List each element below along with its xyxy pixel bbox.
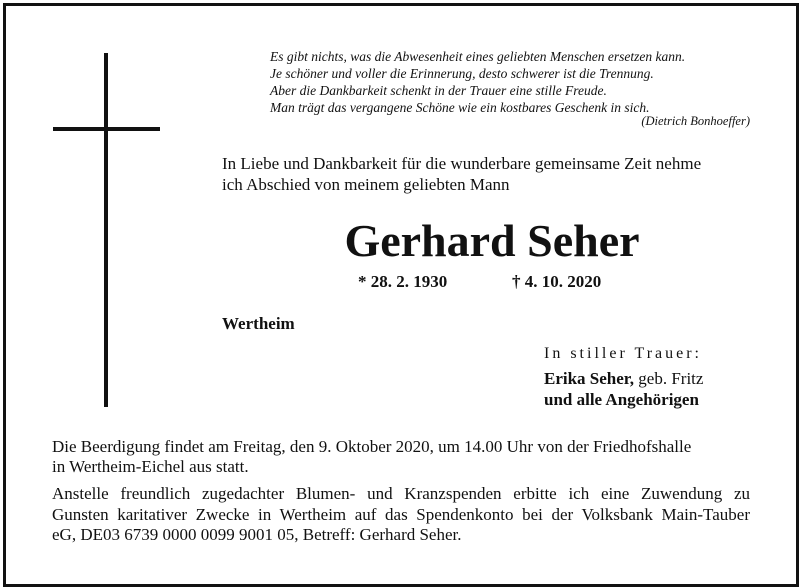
quote-line: Es gibt nichts, was die Abwesenheit eines geliebten Menschen ersetzen kann. bbox=[270, 49, 686, 64]
quote-line: Aber die Dankbarkeit schenkt in der Trauer eine stille Freude. bbox=[270, 83, 607, 98]
intro-text bbox=[222, 153, 762, 195]
relatives-line: und alle Angehörigen bbox=[544, 390, 699, 409]
quote-line: Man trägt das vergangene Schöne wie ein kostbares Geschenk in sich. bbox=[270, 100, 650, 115]
cross-vertical-bar bbox=[104, 53, 108, 407]
mourning-heading: In stiller Trauer: bbox=[544, 345, 702, 362]
quote-line: Je schöner und voller die Erinnerung, desto schwerer ist die Trennung. bbox=[270, 66, 654, 81]
residence-place: Wertheim bbox=[222, 314, 295, 333]
birth-date: * 28. 2. 1930 bbox=[358, 272, 448, 291]
funeral-line: in Wertheim-Eichel aus statt. bbox=[52, 457, 249, 476]
deceased-name: Gerhard Seher bbox=[344, 215, 640, 266]
widow-line bbox=[544, 369, 703, 389]
bonhoeffer-quote bbox=[270, 48, 750, 116]
donation-info bbox=[52, 484, 750, 546]
intro-line: ich Abschied von meinem geliebten Mann bbox=[222, 175, 510, 194]
donation-line: Gunsten karitativer Zwecke in Wertheim auf das Spendenkonto bei der Volksbank Main-Tauber bbox=[52, 504, 750, 524]
donation-line: eG, DE03 6739 0000 0099 9001 05, Betreff: Gerhard Seher. bbox=[52, 525, 462, 544]
cross-horizontal-bar bbox=[53, 127, 160, 131]
funeral-info bbox=[52, 437, 752, 477]
donation-line: Anstelle freundlich zugedachter Blumen- und Kranzspenden erbitte ich eine Zuwendung zu bbox=[52, 484, 750, 503]
quote-author: (Dietrich Bonhoeffer) bbox=[641, 114, 750, 128]
intro-line: In Liebe und Dankbarkeit für die wunderbare gemeinsame Zeit nehme bbox=[222, 154, 702, 173]
widow-name: Erika Seher, bbox=[544, 369, 635, 388]
funeral-line: Die Beerdigung findet am Freitag, den 9. Oktober 2020, um 14.00 Uhr von der Friedhofshalle bbox=[52, 437, 692, 456]
widow-maiden-name: geb. Fritz bbox=[634, 369, 704, 388]
death-date: † 4. 10. 2020 bbox=[512, 272, 602, 291]
